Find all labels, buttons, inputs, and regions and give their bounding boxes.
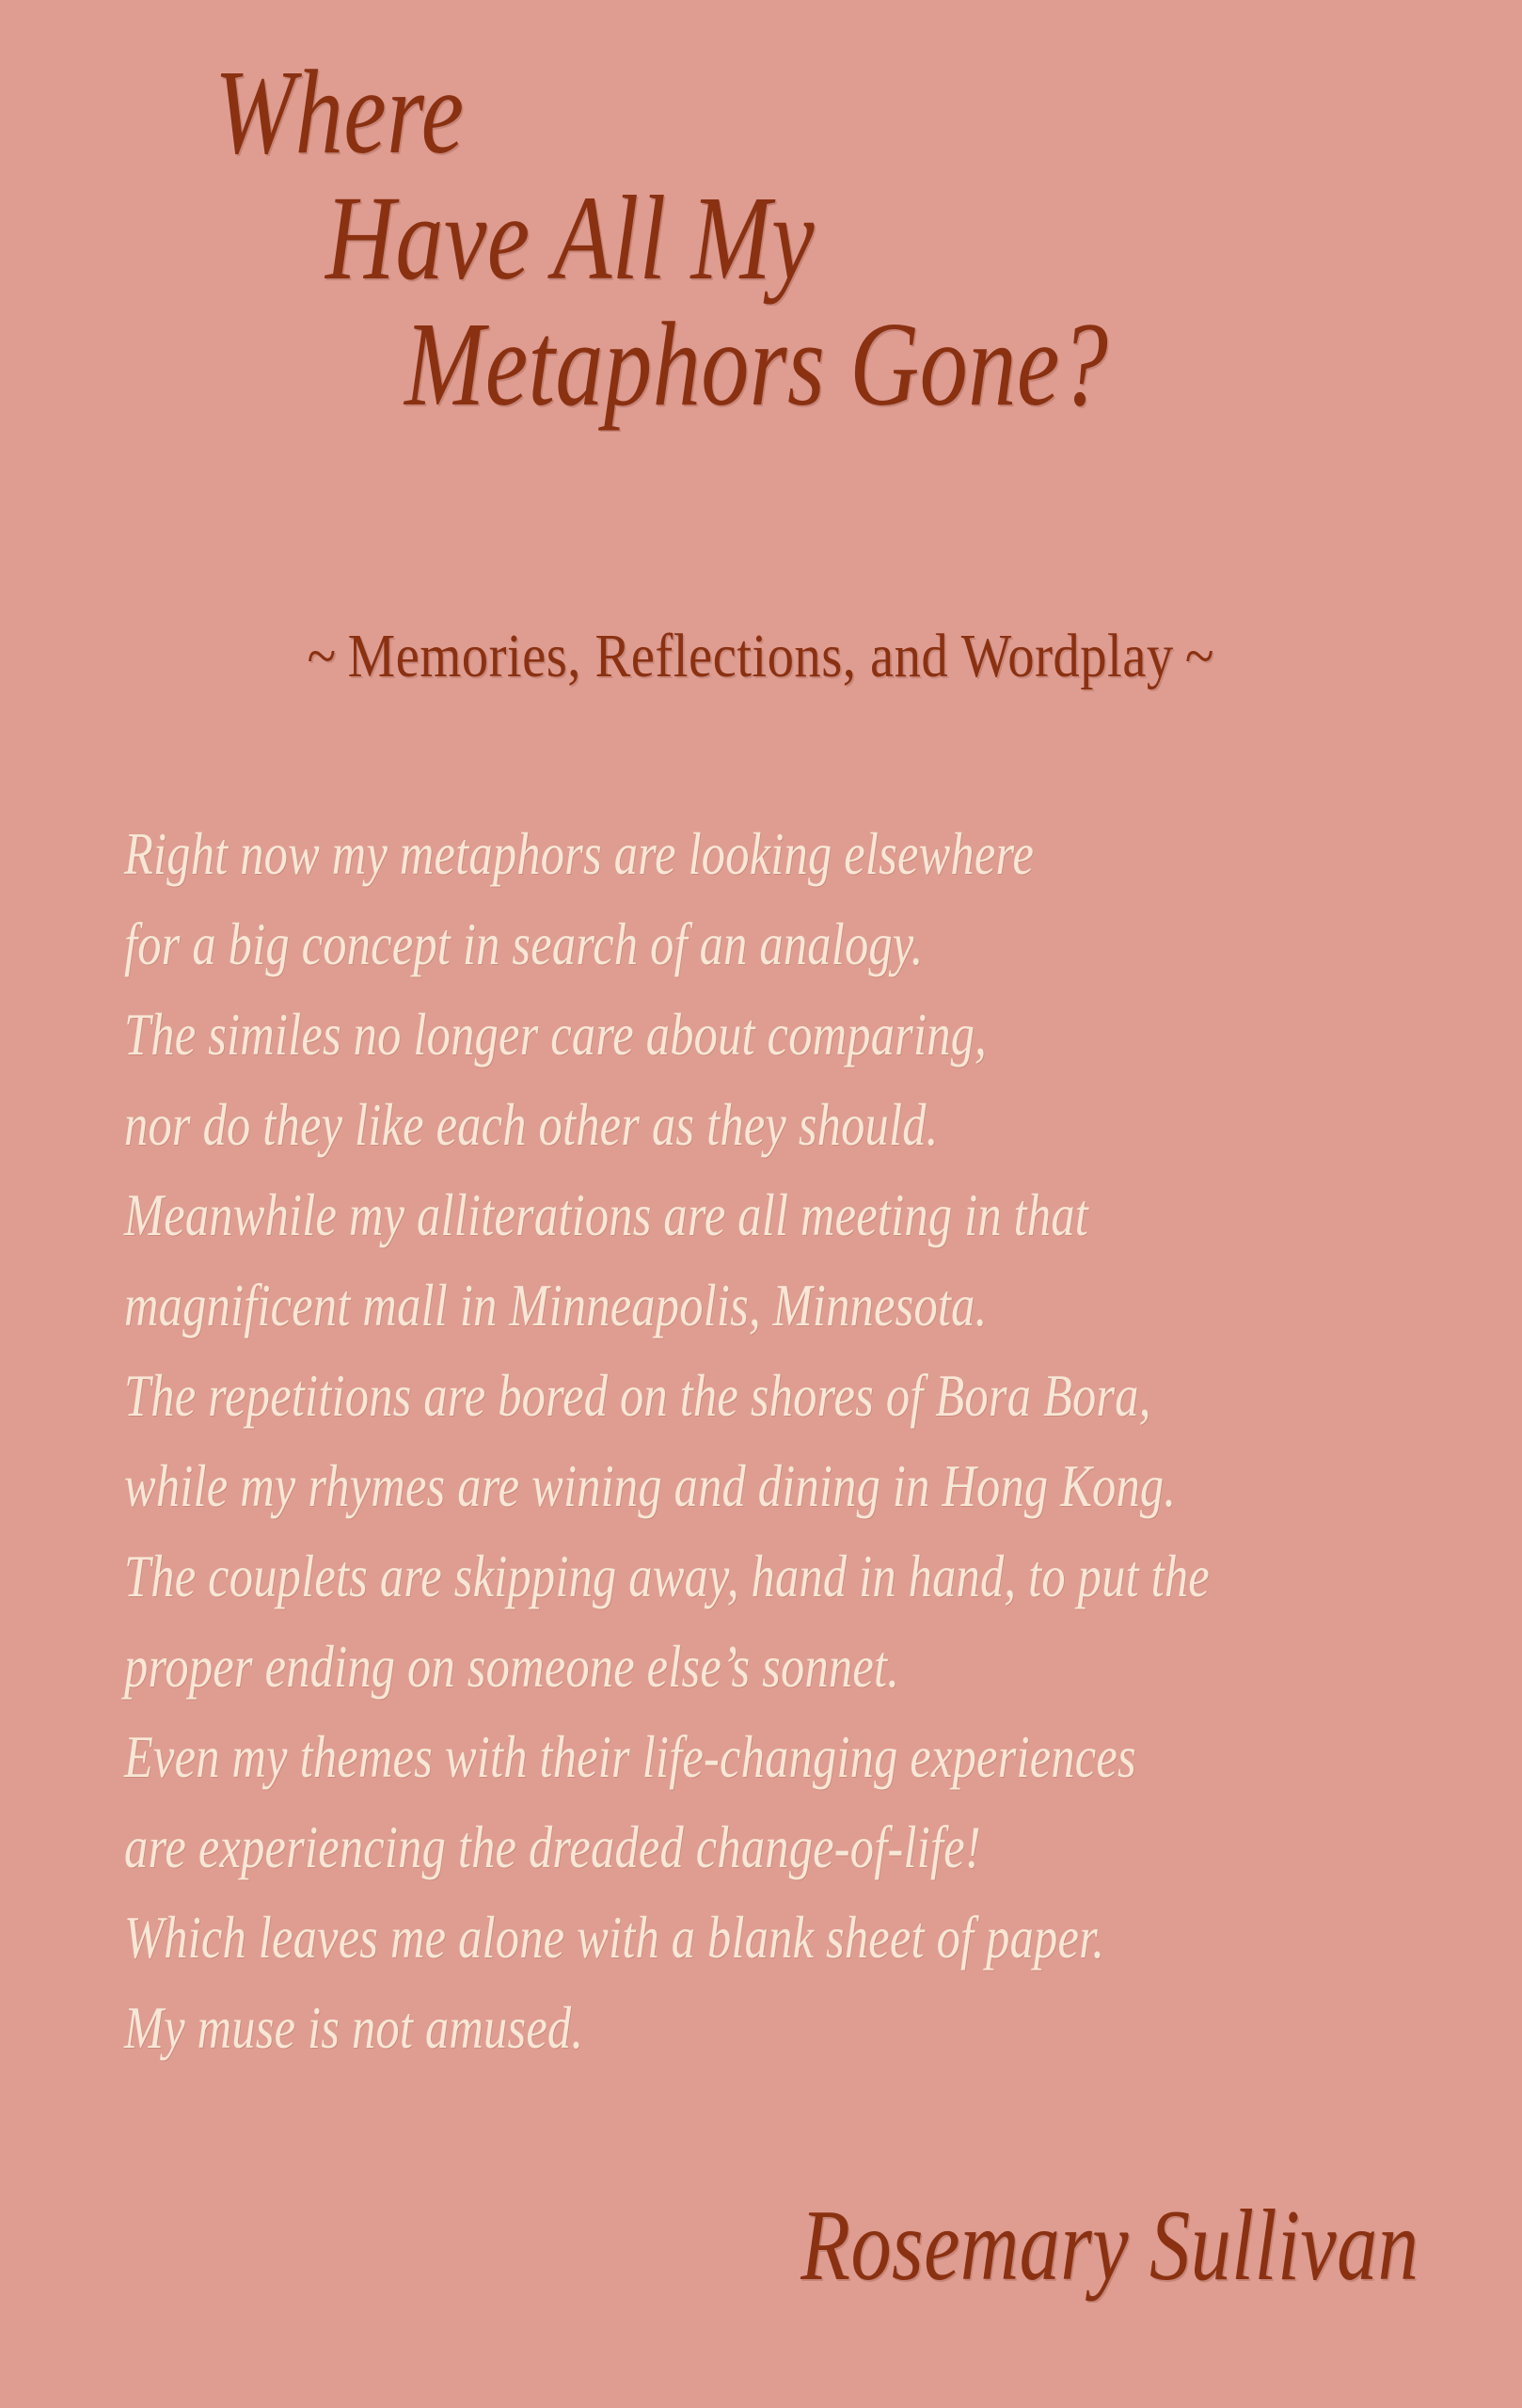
title-line-1: Where: [214, 45, 465, 179]
title-line-2: Have All My: [325, 171, 815, 305]
poem-line: My muse is not amused.: [124, 1995, 584, 2061]
poem-line: The similes no longer care about comparing,: [124, 1002, 987, 1068]
poem-line: Even my themes with their life-changing experiences: [124, 1724, 1136, 1790]
poem-line: magnificent mall in Minneapolis, Minnesota.: [124, 1273, 988, 1339]
poem-line: Right now my metaphors are looking elsewhere: [124, 821, 1035, 887]
poem-line: while my rhymes are wining and dining in Hong Kong.: [124, 1453, 1177, 1519]
tilde-left-icon: ~: [307, 622, 337, 690]
poem-line: The repetitions are bored on the shores of Bora Bora,: [124, 1363, 1151, 1429]
poem-line: Meanwhile my alliterations are all meeting in that: [124, 1182, 1088, 1248]
subtitle: [0, 621, 1522, 692]
title-block: [0, 45, 1522, 431]
poem-line: for a big concept in search of an analogy.: [124, 911, 924, 977]
author-name: Rosemary Sullivan: [800, 2190, 1419, 2302]
subtitle-text: Memories, Reflections, and Wordplay: [348, 622, 1174, 690]
poem-line: proper ending on someone else’s sonnet.: [124, 1634, 900, 1700]
poem-line: The couplets are skipping away, hand in hand, to put the: [124, 1544, 1210, 1609]
poem-line: are experiencing the dreaded change-of-life!: [124, 1814, 981, 1880]
title-line-3: Metaphors Gone?: [404, 297, 1109, 431]
poem-line: nor do they like each other as they should.: [124, 1092, 939, 1158]
poem-block: [124, 809, 1460, 2073]
poem-line: Which leaves me alone with a blank sheet of paper.: [124, 1905, 1105, 1971]
tilde-right-icon: ~: [1185, 622, 1215, 690]
subtitle-inner: [296, 621, 1226, 692]
